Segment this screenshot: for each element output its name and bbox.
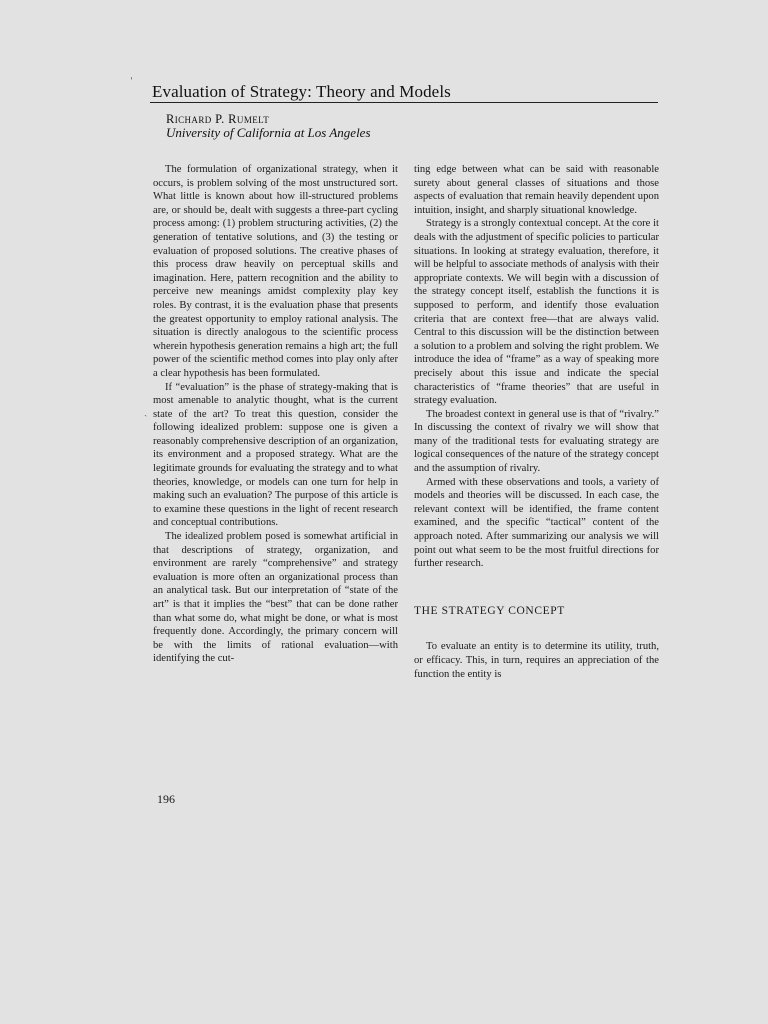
- paragraph: The broadest context in general use is that of “rivalry.” In discussing the context of rivalry we will show that many of the traditional tests for evaluating strategy are logical consequences of the nature of the strategy concept and the assumption of rivalry.: [414, 408, 659, 475]
- paragraph: ting edge between what can be said with reasonable surety about general classes of situations and those aspects of evaluation that remain heavily dependent upon intuition, insight, and sharply situational knowledge.: [414, 164, 659, 216]
- paragraph: If “evaluation” is the phase of strategy-making that is most amenable to analytic thought, what is the current state of the art? To treat this question, consider the following idealized problem: suppose one is given a reasonably comprehensive description of an organization, its environment and a proposed strategy. What are the legitimate grounds for evaluating the strategy and to what theories, knowledge, or models can one turn for help in making such an evaluation? The purpose of this article is to examine these questions in the light of recent research and conceptual contributions.: [153, 381, 398, 529]
- title-rule: [150, 102, 658, 103]
- author-affiliation: University of California at Los Angeles: [166, 125, 371, 140]
- author-name: Richard P. Rumelt: [166, 112, 270, 126]
- left-column: [153, 163, 398, 666]
- scan-speck: ˌ: [130, 70, 133, 81]
- page-number: 196: [157, 792, 175, 806]
- paragraph: Armed with these observations and tools, a variety of models and theories will be discussed. In each case, the relevant context will be identified, the frame content examined, and the specific “tactical” content of the approach noted. After summarizing our analysis we will point out what seem to be the most fruitful directions for further research.: [414, 476, 659, 570]
- paragraph: To evaluate an entity is to determine its utility, truth, or efficacy. This, in turn, requires an appreciation of the function the entity is: [414, 641, 659, 680]
- article-title: Evaluation of Strategy: Theory and Models: [152, 82, 451, 101]
- paragraph: The idealized problem posed is somewhat artificial in that descriptions of strategy, organization, and environment are rarely “comprehensive” and strategy evaluation is more often an organizational process than an analytical task. But our interpretation of “state of the art” is that it implies the “best” that can be done rather than what some do, what might be done, or what is most frequently done. Accordingly, the primary concern will be with the limits of rational evaluation—with identifying the cut-: [153, 531, 398, 665]
- paragraph: Strategy is a strongly contextual concept. At the core it deals with the adjustment of specific policies to particular situations. In looking at strategy evaluation, therefore, it will be helpful to associate methods of analysis with their appropriate contexts. We will begin with a discussion of the strategy concept itself, establish the functions it is supposed to perform, and identify those evaluation criteria that are context free—that are always valid. Central to this discussion will be the distinction between a solution to a problem and solving the right problem. We introduce the idea of “frame” as a way of speaking more precisely about this issue and indicate the special characteristics of “frame theories” that are useful in strategy evaluation.: [414, 218, 659, 407]
- right-column: [414, 163, 659, 681]
- section-heading: THE STRATEGY CONCEPT: [414, 604, 565, 617]
- scan-speck: ˎ: [144, 406, 148, 417]
- paragraph: The formulation of organizational strategy, when it occurs, is problem solving of the most unstructured sort. What little is known about how ill-structured problems are, or should be, dealt with suggests a three-part cycling process among: (1) problem structuring activities, (2) the generation of tentative solutions, and (3) the testing or evaluation of proposed solutions. The creative phases of this process draw heavily on perceptual skills and imagination. Here, pattern recognition and the ability to perceive new meanings amidst complexity play key roles. By contrast, it is the evaluation phase that presents the greatest opportunity to employ rational analysis. The situation is directly analogous to the scientific process wherein hypothesis generation remains a high art; the full power of the scientific method comes into play only after a clear hypothesis has been formulated.: [153, 164, 398, 379]
